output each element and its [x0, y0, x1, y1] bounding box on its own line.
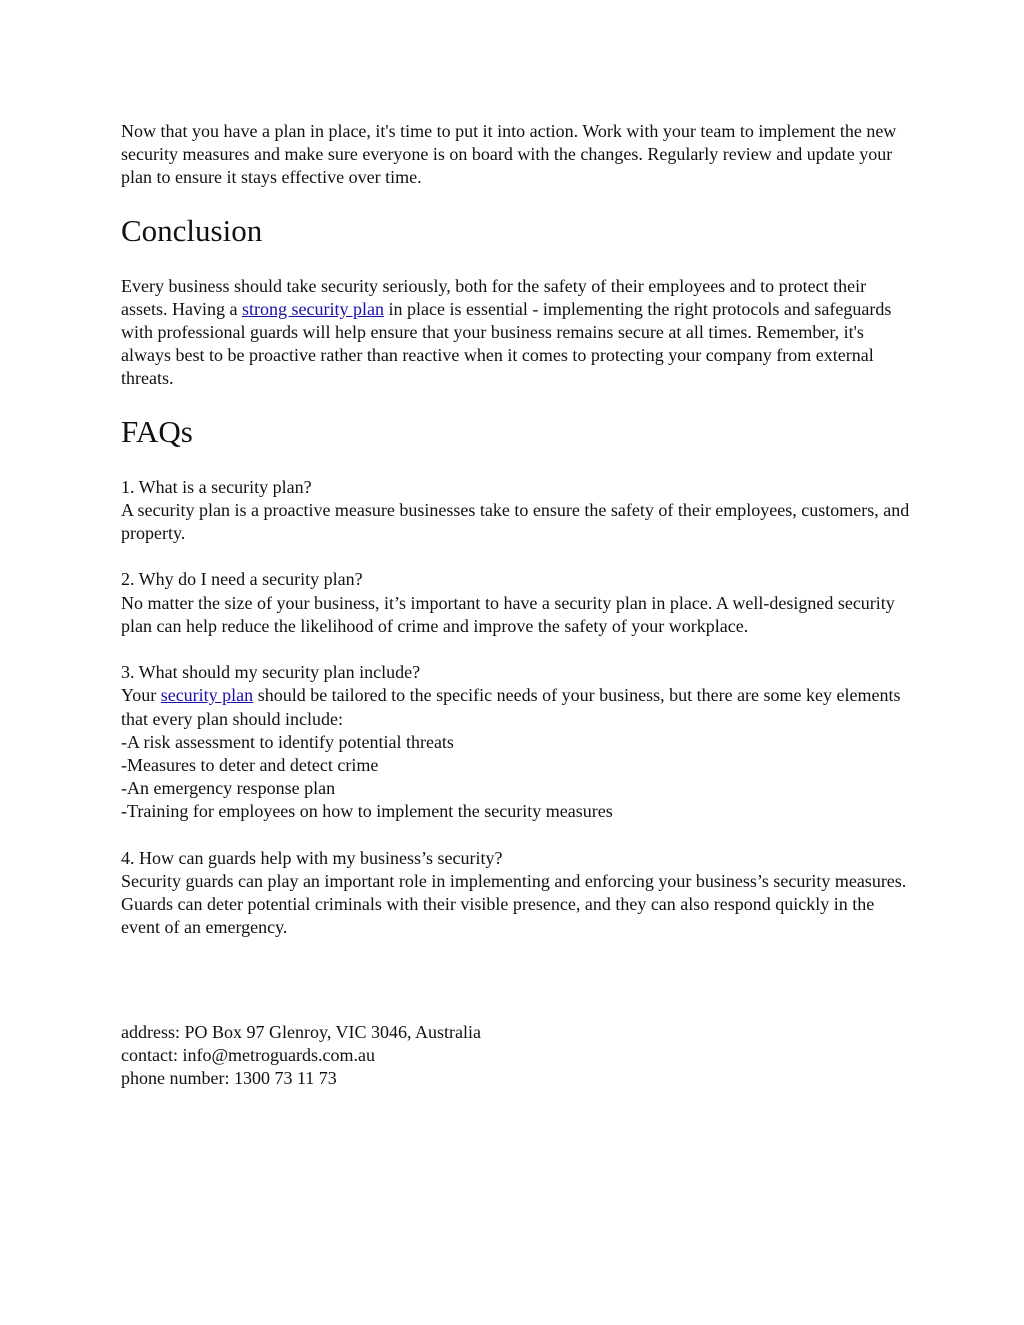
faq-item-1 [121, 476, 911, 546]
faq-item-4 [121, 847, 911, 940]
faq-question-4: 4. How can guards help with my business’s security? [121, 847, 503, 868]
intro-paragraph: Now that you have a plan in place, it's time to put it into action. Work with your team to implement the new security measures and make sure everyone is on board with the changes. Regularly review and update your plan to ensure it stays effective over time. [121, 121, 897, 188]
security-plan-link[interactable]: security plan [160, 685, 254, 706]
footer-contact: contact: info@metroguards.com.au [121, 1044, 375, 1065]
faq-question-2: 2. Why do I need a security plan? [121, 569, 363, 590]
conclusion-heading: Conclusion [121, 212, 263, 248]
faq-item-3 [121, 661, 911, 823]
conclusion-text-start: Every business should take security seriously, both for the safety of their employees and to protect their assets. Having a [121, 275, 867, 319]
faq-answer-2: No matter the size of your business, it’s important to have a security plan in place. A well-designed security plan can help reduce the likelihood of crime and improve the safety of your workplace. [121, 592, 895, 636]
faq-answer-3 [121, 684, 911, 730]
list-item: -An emergency response plan [121, 778, 336, 799]
faq-question-3: 3. What should my security plan include? [121, 662, 421, 683]
plan-elements-list [121, 731, 911, 824]
list-item: -Training for employees on how to implement the security measures [121, 801, 613, 822]
footer-phone: phone number: 1300 73 11 73 [121, 1068, 337, 1089]
contact-footer [121, 1021, 911, 1091]
list-item: -A risk assessment to identify potential threats [121, 731, 454, 752]
faq-question-1: 1. What is a security plan? [121, 476, 312, 497]
faq-answer-3-end: should be tailored to the specific needs of your business, but there are some key elements that every plan should include: [121, 685, 901, 729]
document-page [121, 120, 911, 1090]
footer-address: address: PO Box 97 Glenroy, VIC 3046, Australia [121, 1021, 481, 1042]
faq-answer-1: A security plan is a proactive measure businesses take to ensure the safety of their employees, customers, and property. [121, 499, 910, 544]
faq-answer-3-start: Your [121, 685, 161, 706]
faq-answer-4: Security guards can play an important role in implementing and enforcing your business’s security measures. Guards can deter potential criminals with their visible presence, and they can also respond quickly in the event of an emergency. [121, 871, 907, 938]
conclusion-paragraph [121, 275, 911, 391]
conclusion-text-end: in place is essential - implementing the right protocols and safeguards with professional guards will help ensure that your business remains secure at all times. Remember, it's always best to be proactive rather than reactive when it comes to protecting your company from external threats. [121, 298, 892, 389]
faq-item-2 [121, 568, 911, 638]
list-item: -Measures to deter and detect crime [121, 755, 379, 776]
faqs-heading: FAQs [121, 413, 193, 449]
strong-security-plan-link[interactable]: strong security plan [241, 298, 384, 319]
